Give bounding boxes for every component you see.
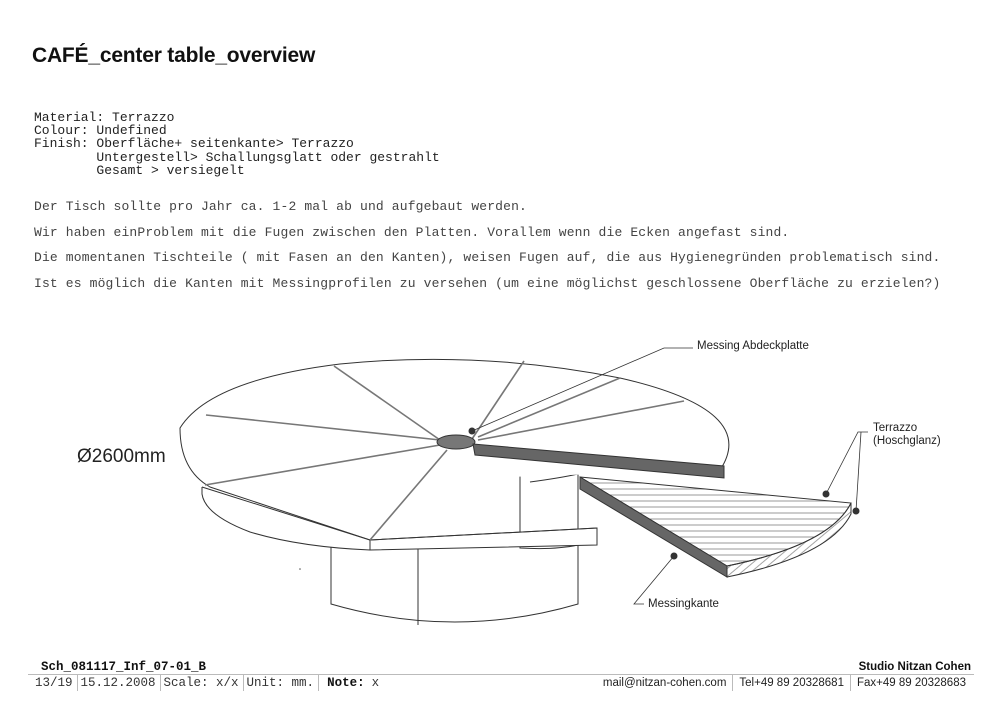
drawing-scale: Scale: x/x <box>161 675 244 691</box>
center-hub <box>437 435 475 449</box>
spec-line-total: Gesamt > versiegelt <box>34 162 245 178</box>
terrazzo-wedge <box>580 477 851 577</box>
table-pedestal <box>331 545 578 625</box>
note-item: Die momentanen Tischteile ( mit Fasen an den Kanten), weisen Fugen auf, die aus Hygienegründen problematisch sind. <box>34 250 941 266</box>
studio-name: Studio Nitzan Cohen <box>858 661 971 673</box>
note-item: Der Tisch sollte pro Jahr ca. 1-2 mal ab und aufgebaut werden. <box>34 199 527 214</box>
callout-brass-edge: Messingkante <box>648 598 719 610</box>
note-item: Ist es möglich die Kanten mit Messingprofilen zu versehen (um eine möglichst geschlossene Oberfläche zu erzielen?) <box>34 276 941 292</box>
contact-tel: Tel+49 89 20328681 <box>732 675 850 691</box>
stray-mark <box>299 568 301 570</box>
page-title: CAFÉ_center table_overview <box>32 44 316 67</box>
spec-line-material: Material: Terrazzo <box>34 110 175 125</box>
callout-brass-cover: Messing Abdeckplatte <box>697 340 809 352</box>
title-block-right <box>597 675 972 691</box>
note-item: Wir haben einProblem mit die Fugen zwischen den Platten. Vorallem wenn die Ecken angefast sind. <box>34 224 790 240</box>
title-block-left <box>32 675 383 691</box>
spec-line-colour: Colour: Undefined <box>34 123 167 139</box>
contact-email: mail@nitzan-cohen.com <box>602 677 727 689</box>
diameter-dimension: Ø2600mm <box>77 446 166 467</box>
drawing-date: 15.12.2008 <box>78 675 161 691</box>
callout-terrazzo <box>873 422 941 448</box>
note-label: Note: <box>327 676 365 690</box>
callout-terrazzo-line1: Terrazzo <box>873 422 918 434</box>
sheet-number: 13/19 <box>32 675 78 691</box>
contact-fax: Fax+49 89 20328683 <box>850 675 972 691</box>
spec-line-finish: Finish: Oberfläche+ seitenkante> Terrazzo <box>34 136 354 152</box>
spec-line-base: Untergestell> Schallungsglatt oder gestrahlt <box>34 149 440 165</box>
note-value: x <box>371 676 380 690</box>
callout-terrazzo-line2: (Hoschglanz) <box>873 435 941 447</box>
document-id: Sch_081117_Inf_07-01_B <box>41 660 207 674</box>
drawing-unit: Unit: mm. <box>244 675 320 691</box>
